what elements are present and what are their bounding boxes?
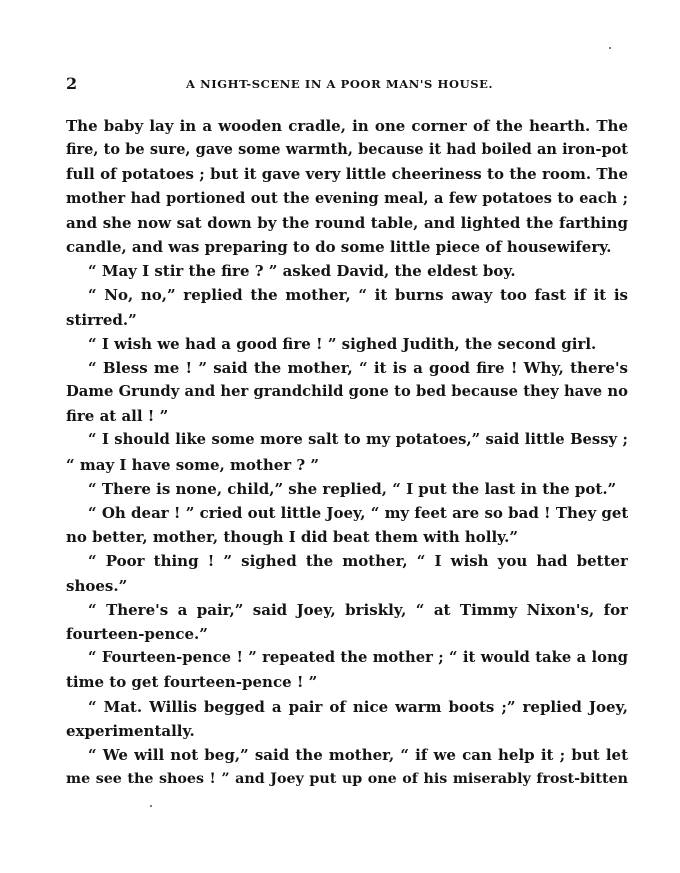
text-line: me see the shoes ! ” and Joey put up one of his miserably frost-bitten — [66, 771, 628, 788]
text-line: fire at all ! ” — [66, 407, 169, 426]
text-line: no better, mother, though I did beat them with holly.” — [66, 528, 519, 547]
text-line: “ Fourteen-pence ! ” repeated the mother ; “ it would take a long — [88, 649, 628, 667]
text-line: “ may I have some, mother ? ” — [66, 455, 320, 474]
text-line: “ There is none, child,” she replied, “ I put the last in the pot.” — [88, 479, 617, 498]
text-line: “ No, no,” replied the mother, “ it burns away too fast if it is — [88, 286, 628, 305]
text-line: “ There's a pair,” said Joey, briskly, “ at Timmy Nixon's, for — [88, 600, 628, 619]
paper-speck — [150, 805, 152, 807]
text-line: Dame Grundy and her grandchild gone to bed because they have no — [66, 383, 628, 401]
text-line: stirred.” — [66, 310, 137, 329]
text-line: “ May I stir the fire ? ” asked David, the eldest boy. — [88, 262, 516, 281]
text-line: fourteen-pence.” — [66, 624, 208, 643]
paper-speck — [609, 47, 611, 49]
running-head: A NIGHT-SCENE IN A POOR MAN'S HOUSE. — [186, 77, 494, 91]
text-line: fire, to be sure, gave some warmth, because it had boiled an iron-pot — [66, 141, 628, 159]
text-line: shoes.” — [66, 576, 128, 595]
text-line: “ Bless me ! ” said the mother, “ it is a good fire ! Why, there's — [88, 358, 628, 377]
page-number: 2 — [66, 74, 78, 93]
text-line: “ Poor thing ! ” sighed the mother, “ I wish you had better — [88, 552, 628, 571]
text-line: time to get fourteen-pence ! ” — [66, 673, 318, 692]
text-line: mother had portioned out the evening meal, a few potatoes to each ; — [66, 189, 628, 207]
text-line: experimentally. — [66, 721, 195, 740]
page-header — [66, 74, 628, 96]
text-line: “ Oh dear ! ” cried out little Joey, “ my feet are so bad ! They get — [88, 504, 628, 522]
text-line: “ We will not beg,” said the mother, “ if we can help it ; but let — [88, 745, 628, 764]
text-line: “ I should like some more salt to my potatoes,” said little Bessy ; — [88, 431, 628, 449]
text-line: “ Mat. Willis begged a pair of nice warm boots ;” replied Joey, — [88, 697, 628, 716]
text-line: candle, and was preparing to do some little piece of housewifery. — [66, 237, 612, 256]
body-text — [66, 114, 628, 791]
text-line: “ I wish we had a good fire ! ” sighed Judith, the second girl. — [88, 334, 597, 353]
text-line: The baby lay in a wooden cradle, in one corner of the hearth. The — [66, 117, 628, 135]
text-line: and she now sat down by the round table, and lighted the farthing — [66, 213, 628, 232]
text-line: full of potatoes ; but it gave very little cheeriness to the room. The — [66, 165, 628, 184]
